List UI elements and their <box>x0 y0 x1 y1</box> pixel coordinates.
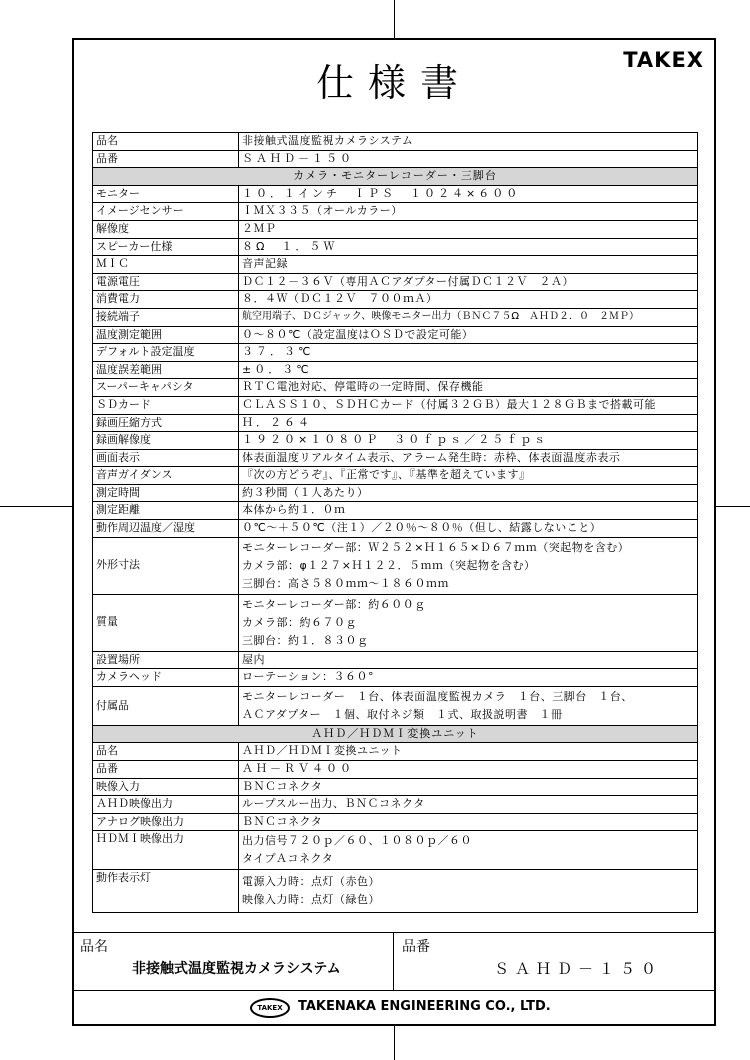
spec-value <box>239 361 698 379</box>
spec-label: 録画圧縮方式 <box>93 414 239 432</box>
spec-value-line: ±０．３℃ <box>242 362 312 376</box>
spec-value-line: カメラ部：φ１２７×Ｈ１２２．５ｍｍ（突起物を含む） <box>242 558 536 572</box>
spec-value-line: ＡＨ－ＲＶ４００ <box>242 762 354 776</box>
spec-value-line: ２ＭＰ <box>242 221 277 235</box>
spec-row <box>93 484 698 502</box>
spec-label: ＳＤカード <box>93 396 239 414</box>
spec-value-line: モニターレコーダー １台、体表面温度監視カメラ １台、三脚台 １台、 <box>242 689 633 703</box>
spec-row <box>93 185 698 203</box>
spec-value-line: ０℃～＋５０℃（注１）／２０％～８０％（但し、結露しないこと） <box>242 521 602 535</box>
spec-value-line: ＣＬＡＳＳ１０、ＳＤＨＣカード（付属３２ＧＢ）最大１２８ＧＢまで搭載可能 <box>242 397 656 411</box>
spec-label: 質量 <box>93 594 239 651</box>
spec-row <box>93 669 698 687</box>
company-bar <box>74 990 714 1027</box>
spec-value <box>239 831 698 870</box>
spec-value <box>239 870 698 913</box>
spec-value <box>239 778 698 796</box>
spec-label: 録画解像度 <box>93 432 239 450</box>
spec-row <box>93 813 698 831</box>
section-title: ＡＨＤ／ＨＤＭＩ変換ユニット <box>93 725 698 743</box>
spec-value <box>239 651 698 669</box>
spec-row <box>93 256 698 274</box>
spec-value <box>239 537 698 594</box>
spec-value <box>239 484 698 502</box>
spec-value <box>239 520 698 538</box>
spec-row <box>93 133 698 151</box>
spec-label: 接続端子 <box>93 308 239 326</box>
spec-row <box>93 414 698 432</box>
spec-value-line: ＤＣ１２－３６Ｖ（専用ＡＣアダプター付属ＤＣ１２Ｖ ２Ａ） <box>242 274 574 288</box>
spec-row <box>93 361 698 379</box>
spec-label: 品番 <box>93 150 239 168</box>
footer-name-value: 非接触式温度監視カメラシステム <box>132 961 341 977</box>
spec-value-line: 映像入力時：点灯（緑色） <box>242 893 380 907</box>
spec-row <box>93 831 698 870</box>
spec-value <box>239 449 698 467</box>
section-title: カメラ・モニターレコーダー・三脚台 <box>93 168 698 186</box>
spec-label: 付属品 <box>93 686 239 725</box>
spec-label: 設置場所 <box>93 651 239 669</box>
spec-label: 電源電圧 <box>93 273 239 291</box>
spec-value <box>239 220 698 238</box>
spec-value <box>239 185 698 203</box>
spec-row <box>93 150 698 168</box>
section-header <box>93 725 698 743</box>
spec-value-line: ＢＮＣコネクタ <box>242 779 323 793</box>
spec-label: カメラヘッド <box>93 669 239 687</box>
spec-value-line: タイプＡコネクタ <box>242 852 334 866</box>
spec-value <box>239 796 698 814</box>
spec-value-line: ８．４Ｗ（ＤＣ１２Ｖ ７００ｍＡ） <box>242 292 438 306</box>
spec-value-line: 三脚台：約１．８３０ｇ <box>242 633 369 647</box>
spec-row <box>93 326 698 344</box>
spec-row <box>93 203 698 221</box>
spec-value-line: 体表面温度リアルタイム表示、アラーム発生時：赤枠、体表面温度赤表示 <box>242 450 621 464</box>
spec-value <box>239 396 698 414</box>
spec-value-line: ＢＮＣコネクタ <box>242 814 323 828</box>
spec-value-line: ＡＨＤ／ＨＤＭＩ変換ユニット <box>242 744 403 758</box>
spec-value-line: モニターレコーダー部：約６００ｇ <box>242 597 426 611</box>
spec-value-line: ローテーション：３６０° <box>242 670 375 684</box>
footer-name-label: 品名 <box>80 939 108 955</box>
spec-label: アナログ映像出力 <box>93 813 239 831</box>
spec-label: イメージセンサー <box>93 203 239 221</box>
spec-value <box>239 273 698 291</box>
spec-value <box>239 308 698 326</box>
spec-label: 温度測定範囲 <box>93 326 239 344</box>
spec-row <box>93 796 698 814</box>
section-header <box>93 168 698 186</box>
spec-label: 品名 <box>93 743 239 761</box>
spec-row <box>93 467 698 485</box>
spec-value-line: ループスルー出力、ＢＮＣコネクタ <box>242 797 425 811</box>
registration-mark-bottom <box>394 1026 395 1060</box>
spec-label: 映像入力 <box>93 778 239 796</box>
document-title: 仕様書 <box>315 61 472 105</box>
spec-row <box>93 686 698 725</box>
spec-row <box>93 778 698 796</box>
footer-code-label: 品番 <box>402 939 430 955</box>
spec-row <box>93 651 698 669</box>
spec-row <box>93 537 698 594</box>
spec-value-line: 屋内 <box>242 652 265 666</box>
spec-value-line: 約３秒間（１人あたり） <box>242 485 369 499</box>
spec-value-line: ８Ω １．５Ｗ <box>242 239 338 253</box>
spec-value-line: Ｈ．２６４ <box>242 415 312 429</box>
registration-mark-top <box>394 0 395 38</box>
spec-value <box>239 150 698 168</box>
spec-value-line: 三脚台：高さ５８０ｍｍ～１８６０ｍｍ <box>242 576 449 590</box>
spec-label: 解像度 <box>93 220 239 238</box>
spec-value <box>239 203 698 221</box>
spec-value-line: 『次の方どうぞ』、『正常です』、『基準を超えています』 <box>242 468 531 482</box>
spec-value-line: 本体から約１．０ｍ <box>242 503 346 517</box>
spec-value-line: 非接触式温度監視カメラシステム <box>242 134 414 147</box>
spec-value <box>239 379 698 397</box>
spec-row <box>93 396 698 414</box>
spec-label: 動作表示灯 <box>93 870 239 913</box>
spec-label: デフォルト設定温度 <box>93 344 239 362</box>
document-frame <box>72 38 716 1026</box>
spec-value-line: 出力信号７２０ｐ／６０、１０８０ｐ／６０ <box>242 834 472 848</box>
spec-value <box>239 326 698 344</box>
spec-value-line: モニターレコーダー部：Ｗ２５２×Ｈ１６５×Ｄ６７ｍｍ（突起物を含む） <box>242 540 630 554</box>
spec-row <box>93 449 698 467</box>
spec-value <box>239 432 698 450</box>
spec-label: ＡＨＤ映像出力 <box>93 796 239 814</box>
spec-label: 品名 <box>93 133 239 151</box>
spec-value-line: ＳＡＨＤ－１５０ <box>242 151 354 165</box>
spec-label: 外形寸法 <box>93 537 239 594</box>
footer-product-name-cell <box>74 932 394 990</box>
spec-value <box>239 594 698 651</box>
spec-value <box>239 813 698 831</box>
registration-mark-left <box>0 506 72 507</box>
spec-value <box>239 133 698 151</box>
spec-row <box>93 220 698 238</box>
spec-value <box>239 238 698 256</box>
brand-logo: TAKEX <box>623 48 704 72</box>
spec-row <box>93 743 698 761</box>
spec-row <box>93 344 698 362</box>
spec-row <box>93 291 698 309</box>
spec-value-line: ＲＴＣ電池対応、停電時の一定時間、保存機能 <box>242 380 484 394</box>
spec-value <box>239 669 698 687</box>
spec-row <box>93 761 698 779</box>
spec-value <box>239 743 698 761</box>
spec-value-line: ＩＭＸ３３５（オールカラー） <box>242 204 403 218</box>
spec-label: 測定時間 <box>93 484 239 502</box>
company-logo: TAKEX <box>250 998 290 1018</box>
spec-value-line: ＡＣアダプター １個、取付ネジ類 １式、取扱説明書 １冊 <box>242 707 563 721</box>
company-name: TAKENAKA ENGINEERING CO., LTD. <box>298 999 551 1014</box>
spec-value <box>239 256 698 274</box>
spec-value-line: １９２０×１０８０Ｐ ３０ｆｐｓ／２５ｆｐｓ <box>242 433 549 447</box>
spec-value <box>239 502 698 520</box>
registration-mark-right <box>716 506 750 507</box>
spec-label: ＨＤＭＩ映像出力 <box>93 831 239 870</box>
spec-row <box>93 432 698 450</box>
spec-value-line: 航空用端子、ＤＣジャック、映像モニター出力（ＢＮＣ７５Ω ＡＨＤ２．０ ２ＭＰ） <box>242 310 640 322</box>
spec-value <box>239 467 698 485</box>
spec-value-line: 電源入力時：点灯（赤色） <box>242 875 380 889</box>
spec-value-line: 音声記録 <box>242 257 288 271</box>
spec-row <box>93 308 698 326</box>
spec-row <box>93 594 698 651</box>
spec-label: 消費電力 <box>93 291 239 309</box>
spec-label: 動作周辺温度／湿度 <box>93 520 239 538</box>
spec-row <box>93 502 698 520</box>
spec-label: モニター <box>93 185 239 203</box>
spec-row <box>93 520 698 538</box>
spec-row <box>93 273 698 291</box>
spec-value <box>239 291 698 309</box>
spec-value-line: カメラ部：約６７０ｇ <box>242 615 357 629</box>
spec-label: 測定距離 <box>93 502 239 520</box>
spec-row <box>93 379 698 397</box>
spec-table <box>92 132 698 913</box>
spec-value <box>239 686 698 725</box>
spec-value-line: ０～８０℃（設定温度はＯＳＤで設定可能） <box>242 327 474 341</box>
spec-value-line: １０．１インチ ＩＰＳ １０２４×６００ <box>242 186 521 200</box>
spec-label: スピーカー仕様 <box>93 238 239 256</box>
spec-label: ＭＩＣ <box>93 256 239 274</box>
spec-row <box>93 870 698 913</box>
spec-label: スーパーキャパシタ <box>93 379 239 397</box>
footer-code-value: ＳＡＨＤ－１５０ <box>494 960 663 978</box>
spec-row <box>93 238 698 256</box>
spec-value-line: ３７．３℃ <box>242 345 314 359</box>
spec-label: 画面表示 <box>93 449 239 467</box>
spec-value <box>239 344 698 362</box>
spec-label: 温度誤差範囲 <box>93 361 239 379</box>
spec-label: 音声ガイダンス <box>93 467 239 485</box>
spec-value <box>239 414 698 432</box>
spec-value <box>239 761 698 779</box>
footer-product-code-cell <box>394 932 714 990</box>
spec-label: 品番 <box>93 761 239 779</box>
